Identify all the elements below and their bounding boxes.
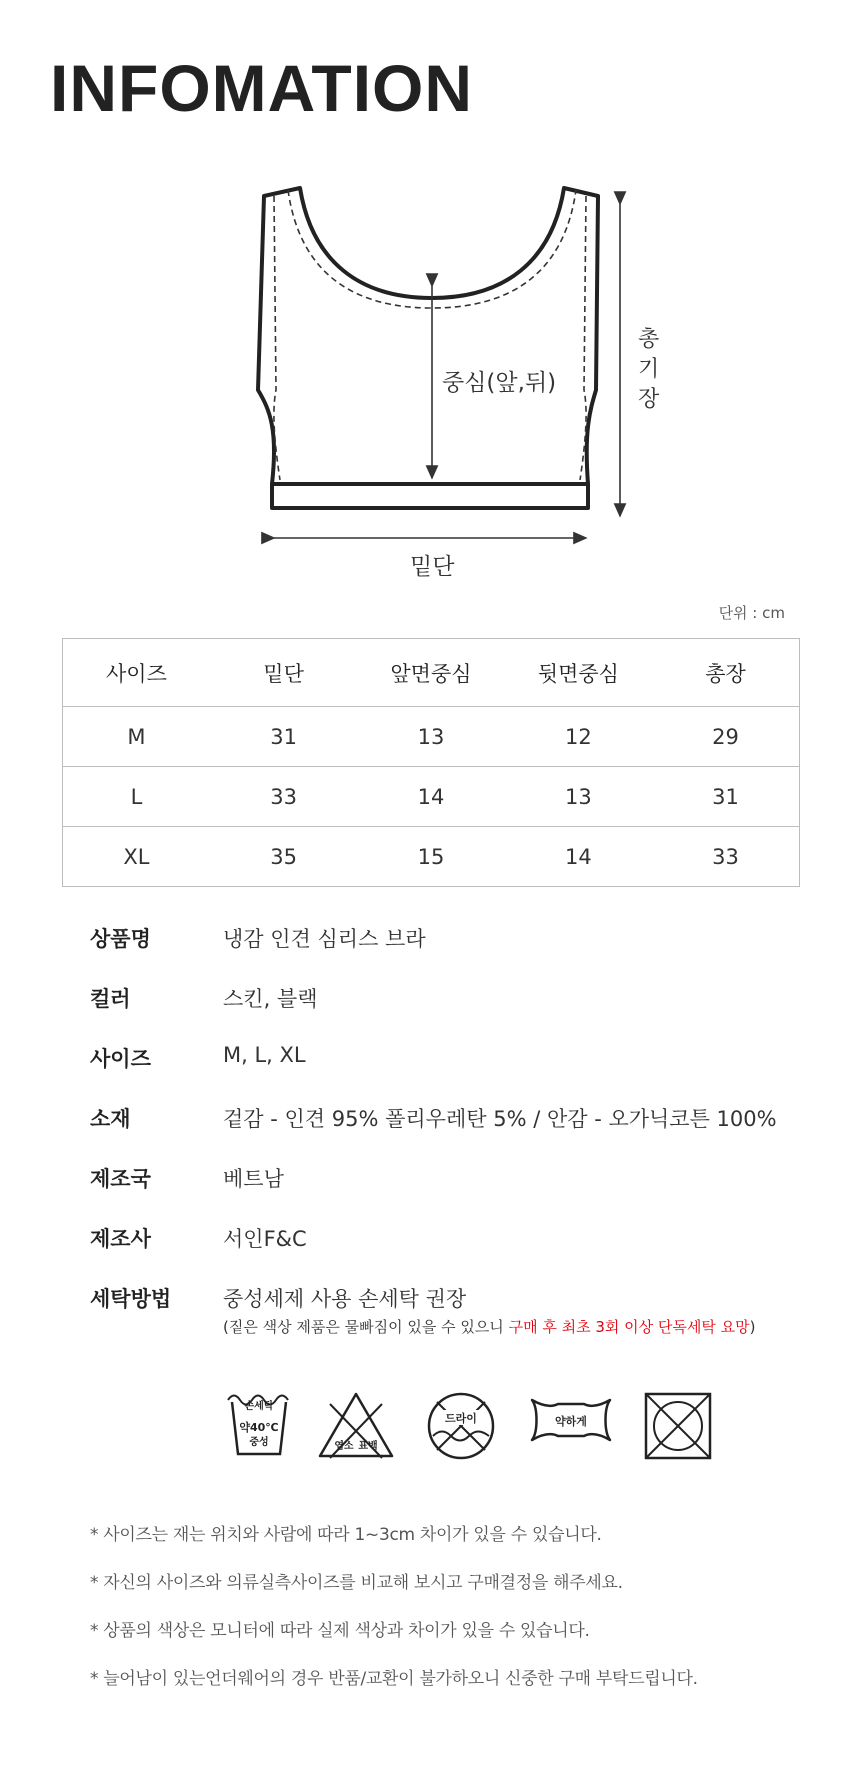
svg-text:드라이: 드라이	[445, 1412, 477, 1425]
header-total-length: 총장	[652, 639, 799, 707]
notes	[90, 1520, 810, 1712]
svg-text:표백: 표백	[358, 1441, 378, 1452]
table-row	[63, 767, 800, 827]
no-bleach-icon	[316, 1390, 396, 1460]
info-row-color	[90, 983, 820, 1043]
info-row-country	[90, 1163, 820, 1223]
wash-note	[223, 1316, 755, 1337]
info-row-manufacturer	[90, 1223, 820, 1283]
header-back-center: 뒷면중심	[505, 639, 652, 707]
info-value: 중성세제 사용 손세탁 권장	[223, 1287, 467, 1311]
svg-text:약하게: 약하게	[555, 1415, 587, 1428]
product-info	[90, 923, 820, 1353]
table-cell: 33	[652, 827, 799, 887]
header-size: 사이즈	[63, 639, 210, 707]
total-length-label-1: 총	[638, 327, 660, 352]
svg-text:중성: 중성	[249, 1437, 269, 1448]
table-cell: L	[63, 767, 210, 827]
table-cell: 15	[357, 827, 504, 887]
no-tumble-dry-icon	[425, 1390, 497, 1462]
page-title: INFOMATION	[50, 51, 474, 125]
info-row-size	[90, 1043, 820, 1103]
info-value: 스킨, 블랙	[223, 987, 318, 1011]
table-cell: 13	[505, 767, 652, 827]
svg-text:약40℃: 약40℃	[239, 1421, 279, 1434]
info-label: 사이즈	[90, 1047, 151, 1071]
table-cell: XL	[63, 827, 210, 887]
hand-wash-icon	[224, 1390, 294, 1460]
info-value: 냉감 인견 심리스 브라	[223, 927, 426, 951]
info-label: 세탁방법	[90, 1287, 172, 1311]
wash-note-text: 짙은 색상 제품은 물빠짐이 있을 수 있으니	[228, 1318, 509, 1336]
table-cell: 31	[652, 767, 799, 827]
left-side-stitch	[274, 196, 280, 480]
table-row	[63, 707, 800, 767]
info-value: M, L, XL	[223, 1043, 306, 1067]
note-item: * 사이즈는 재는 위치와 사람에 따라 1~3cm 차이가 있을 수 있습니다.	[90, 1525, 602, 1545]
table-cell: 35	[210, 827, 357, 887]
info-label: 소재	[90, 1107, 131, 1131]
table-header-row	[63, 639, 800, 707]
table-cell: 12	[505, 707, 652, 767]
no-machine-dry-icon	[642, 1390, 714, 1462]
note-item: * 늘어남이 있는언더웨어의 경우 반품/교환이 불가하오니 신중한 구매 부탁드립니다.	[90, 1669, 698, 1689]
info-label: 제조사	[90, 1227, 151, 1251]
table-cell: 13	[357, 707, 504, 767]
info-value: 베트남	[223, 1167, 284, 1191]
info-value: 서인F&C	[223, 1227, 307, 1251]
info-row-washing	[90, 1283, 820, 1353]
table-cell: M	[63, 707, 210, 767]
table-cell: 31	[210, 707, 357, 767]
total-length-label-2: 기	[638, 357, 660, 382]
info-value: 겉감 - 인견 95% 폴리우레탄 5% / 안감 - 오가닉코튼 100%	[223, 1107, 777, 1131]
table-cell: 14	[505, 827, 652, 887]
unit-label: 단위 : cm	[718, 604, 785, 622]
table-cell: 29	[652, 707, 799, 767]
wash-note-warning: 구매 후 최초 3회 이상 단독세탁 요망	[508, 1318, 750, 1336]
hem-label: 밑단	[410, 554, 455, 580]
table-cell: 33	[210, 767, 357, 827]
table-row	[63, 827, 800, 887]
bra-measurement-diagram	[0, 160, 860, 580]
info-row-product-name	[90, 923, 820, 983]
note-item: * 상품의 색상은 모니터에 따라 실제 색상과 차이가 있을 수 있습니다.	[90, 1621, 590, 1641]
note-item: * 자신의 사이즈와 의류실측사이즈를 비교해 보시고 구매결정을 해주세요.	[90, 1573, 623, 1593]
info-label: 상품명	[90, 927, 151, 951]
header-front-center: 앞면중심	[357, 639, 504, 707]
wring-gently-icon	[528, 1390, 614, 1450]
info-row-material	[90, 1103, 820, 1163]
info-label: 제조국	[90, 1167, 151, 1191]
wash-note-close: )	[749, 1318, 756, 1336]
info-label: 컬러	[90, 987, 131, 1011]
svg-text:염소: 염소	[334, 1441, 354, 1452]
center-label: 중심(앞,뒤)	[442, 370, 557, 396]
total-length-label-3: 장	[638, 387, 660, 412]
bra-outline	[258, 188, 598, 508]
header-hem: 밑단	[210, 639, 357, 707]
size-table	[62, 638, 800, 887]
right-side-stitch	[580, 196, 586, 480]
svg-text:손세탁: 손세탁	[244, 1401, 274, 1412]
table-cell: 14	[357, 767, 504, 827]
wash-note-open: (	[223, 1318, 229, 1336]
